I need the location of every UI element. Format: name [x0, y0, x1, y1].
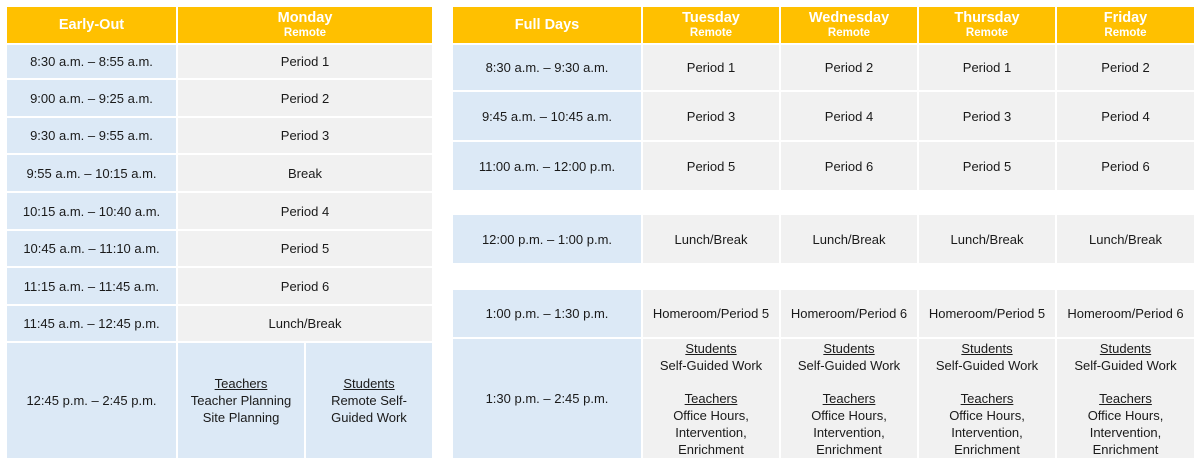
early-out-time-5: 10:15 a.m. – 10:40 a.m.	[7, 193, 176, 229]
full-days-time-lunch: 12:00 p.m. – 1:00 p.m.	[453, 215, 641, 263]
students-text: Self-Guided Work	[659, 358, 763, 373]
wednesday-last-cell	[781, 339, 917, 458]
teachers-line-1: Office Hours,	[673, 408, 749, 423]
full-days-time-last: 1:30 p.m. – 2:45 p.m.	[453, 339, 641, 458]
thursday-homeroom: Homeroom/Period 5	[919, 290, 1055, 337]
teachers-heading: Teachers	[214, 376, 268, 391]
teachers-line-1: Office Hours,	[1087, 408, 1164, 423]
wednesday-lunch: Lunch/Break	[781, 215, 917, 263]
monday-slot-4: Break	[178, 155, 432, 191]
tuesday-label: Tuesday	[682, 10, 740, 26]
friday-label: Friday	[1103, 10, 1148, 26]
friday-homeroom: Homeroom/Period 6	[1057, 290, 1194, 337]
teachers-heading: Teachers	[684, 391, 738, 406]
wednesday-slot-1: Period 2	[781, 45, 917, 90]
tuesday-homeroom: Homeroom/Period 5	[643, 290, 779, 337]
thursday-lunch: Lunch/Break	[919, 215, 1055, 263]
wednesday-homeroom: Homeroom/Period 6	[781, 290, 917, 337]
wednesday-mode: Remote	[827, 27, 871, 39]
thursday-header	[919, 7, 1055, 43]
teachers-heading: Teachers	[1099, 391, 1152, 406]
full-days-time-1: 8:30 a.m. – 9:30 a.m.	[453, 45, 641, 90]
tuesday-slot-2: Period 3	[643, 92, 779, 140]
students-heading: Students	[685, 341, 737, 356]
early-out-time-7: 11:15 a.m. – 11:45 a.m.	[7, 268, 176, 304]
students-heading: Students	[961, 341, 1013, 356]
tuesday-slot-3: Period 5	[643, 142, 779, 190]
teachers-line-1: Teacher Planning	[190, 393, 292, 408]
early-out-time-1: 8:30 a.m. – 8:55 a.m.	[7, 45, 176, 78]
full-days-time-3: 11:00 a.m. – 12:00 p.m.	[453, 142, 641, 190]
monday-slot-1: Period 1	[178, 45, 432, 78]
monday-slot-2: Period 2	[178, 80, 432, 116]
early-out-header	[7, 7, 176, 43]
friday-slot-1: Period 2	[1057, 45, 1194, 90]
teachers-heading: Teachers	[960, 391, 1014, 406]
early-out-time-6: 10:45 a.m. – 11:10 a.m.	[7, 231, 176, 266]
teachers-line-3: Enrichment	[954, 442, 1020, 457]
teachers-line-2: Intervention,	[951, 425, 1023, 440]
teachers-line-2: Intervention,	[813, 425, 885, 440]
teachers-line-2: Intervention,	[1089, 425, 1162, 440]
wednesday-slot-3: Period 6	[781, 142, 917, 190]
teachers-line-1: Office Hours,	[949, 408, 1025, 423]
thursday-slot-3: Period 5	[919, 142, 1055, 190]
students-heading: Students	[343, 376, 395, 391]
early-out-time-9: 12:45 p.m. – 2:45 p.m.	[7, 343, 176, 458]
monday-slot-7: Period 6	[178, 268, 432, 304]
early-out-title: Early-Out	[58, 16, 125, 33]
thursday-slot-1: Period 1	[919, 45, 1055, 90]
early-out-time-4: 9:55 a.m. – 10:15 a.m.	[7, 155, 176, 191]
friday-slot-3: Period 6	[1057, 142, 1194, 190]
early-out-time-3: 9:30 a.m. – 9:55 a.m.	[7, 118, 176, 153]
monday-slot-8: Lunch/Break	[178, 306, 432, 341]
tuesday-last-cell	[643, 339, 779, 458]
students-line-2: Guided Work	[331, 410, 407, 425]
thursday-label: Thursday	[954, 10, 1020, 26]
students-text: Self-Guided Work	[935, 358, 1039, 373]
full-days-header	[453, 7, 641, 43]
monday-teachers-cell	[178, 343, 304, 458]
tuesday-slot-1: Period 1	[643, 45, 779, 90]
full-days-time-2: 9:45 a.m. – 10:45 a.m.	[453, 92, 641, 140]
teachers-line-3: Enrichment	[816, 442, 882, 457]
friday-slot-2: Period 4	[1057, 92, 1194, 140]
monday-students-cell	[306, 343, 432, 458]
monday-slot-3: Period 3	[178, 118, 432, 153]
students-line-1: Remote Self-	[331, 393, 407, 408]
friday-lunch: Lunch/Break	[1057, 215, 1194, 263]
thursday-slot-2: Period 3	[919, 92, 1055, 140]
students-heading: Students	[823, 341, 875, 356]
tuesday-mode: Remote	[689, 27, 733, 39]
tuesday-lunch: Lunch/Break	[643, 215, 779, 263]
monday-day-label: Monday	[277, 10, 333, 26]
friday-last-cell	[1057, 339, 1194, 458]
monday-header	[178, 7, 432, 43]
early-out-time-8: 11:45 a.m. – 12:45 p.m.	[7, 306, 176, 341]
wednesday-label: Wednesday	[808, 10, 890, 26]
teachers-line-1: Office Hours,	[811, 408, 887, 423]
wednesday-slot-2: Period 4	[781, 92, 917, 140]
thursday-last-cell	[919, 339, 1055, 458]
thursday-mode: Remote	[965, 27, 1009, 39]
teachers-line-2: Intervention,	[675, 425, 747, 440]
students-text: Self-Guided Work	[797, 358, 901, 373]
teachers-line-2: Site Planning	[202, 410, 280, 425]
tuesday-header	[643, 7, 779, 43]
monday-slot-5: Period 4	[178, 193, 432, 229]
monday-slot-6: Period 5	[178, 231, 432, 266]
friday-mode: Remote	[1104, 27, 1147, 39]
teachers-line-3: Enrichment	[678, 442, 744, 457]
friday-header	[1057, 7, 1194, 43]
students-heading: Students	[1099, 341, 1152, 356]
students-text: Self-Guided Work	[1074, 358, 1177, 373]
wednesday-header	[781, 7, 917, 43]
full-days-time-homeroom: 1:00 p.m. – 1:30 p.m.	[453, 290, 641, 337]
full-days-title: Full Days	[514, 16, 580, 33]
early-out-time-2: 9:00 a.m. – 9:25 a.m.	[7, 80, 176, 116]
teachers-heading: Teachers	[822, 391, 876, 406]
teachers-line-3: Enrichment	[1092, 442, 1159, 457]
monday-mode-label: Remote	[283, 27, 327, 39]
